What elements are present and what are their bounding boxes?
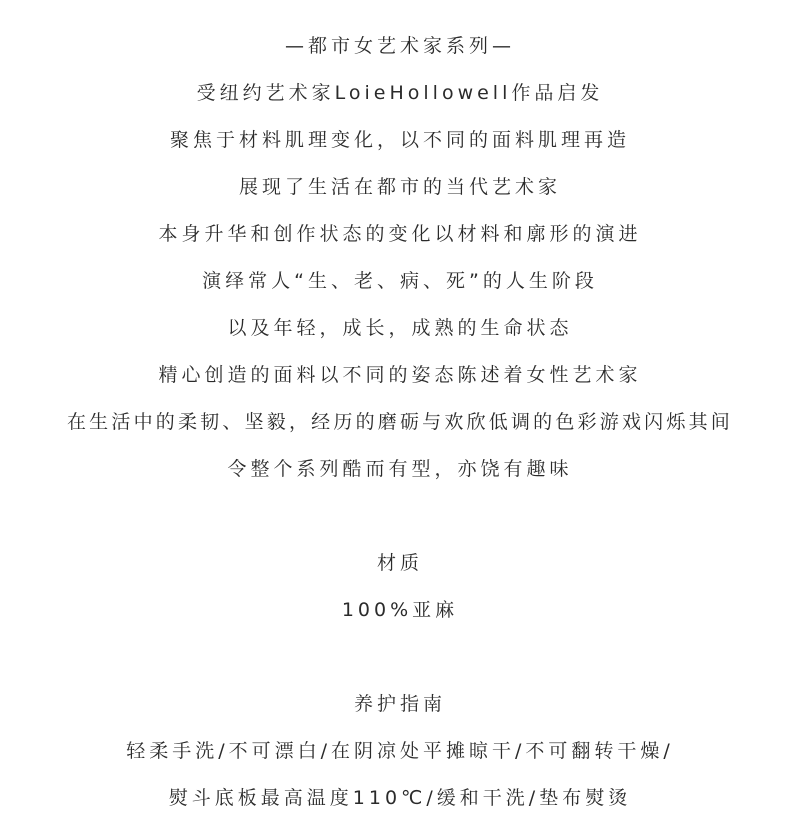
description-line: 演绎常人“生、老、病、死”的人生阶段: [202, 270, 598, 292]
description-line: 聚焦于材料肌理变化，以不同的面料肌理再造: [169, 129, 630, 151]
description-line: 本身升华和创作状态的变化以材料和廓形的演进: [158, 223, 642, 245]
description-line: 令整个系列酷而有型，亦饶有趣味: [227, 458, 573, 480]
material-value: 100%亚麻: [341, 599, 459, 621]
description-line: 受纽约艺术家LoieHollowell作品启发: [196, 82, 604, 104]
material-heading: 材质: [376, 552, 423, 574]
description-line: 在生活中的柔韧、坚毅，经历的磨砺与欢欣低调的色彩游戏闪烁其间: [66, 411, 733, 433]
description-line: 展现了生活在都市的当代艺术家: [238, 176, 561, 198]
description-line: 精心创造的面料以不同的姿态陈述着女性艺术家: [158, 364, 642, 386]
care-instruction-line: 轻柔手洗/不可漂白/在阴凉处平摊晾干/不可翻转干燥/: [126, 740, 674, 762]
description-line: 以及年轻，成长，成熟的生命状态: [227, 317, 573, 339]
care-instruction-line: 熨斗底板最高温度110℃/缓和干洗/垫布熨烫: [168, 787, 632, 809]
series-title: —都市女艺术家系列—: [284, 35, 515, 57]
care-heading: 养护指南: [353, 693, 446, 715]
